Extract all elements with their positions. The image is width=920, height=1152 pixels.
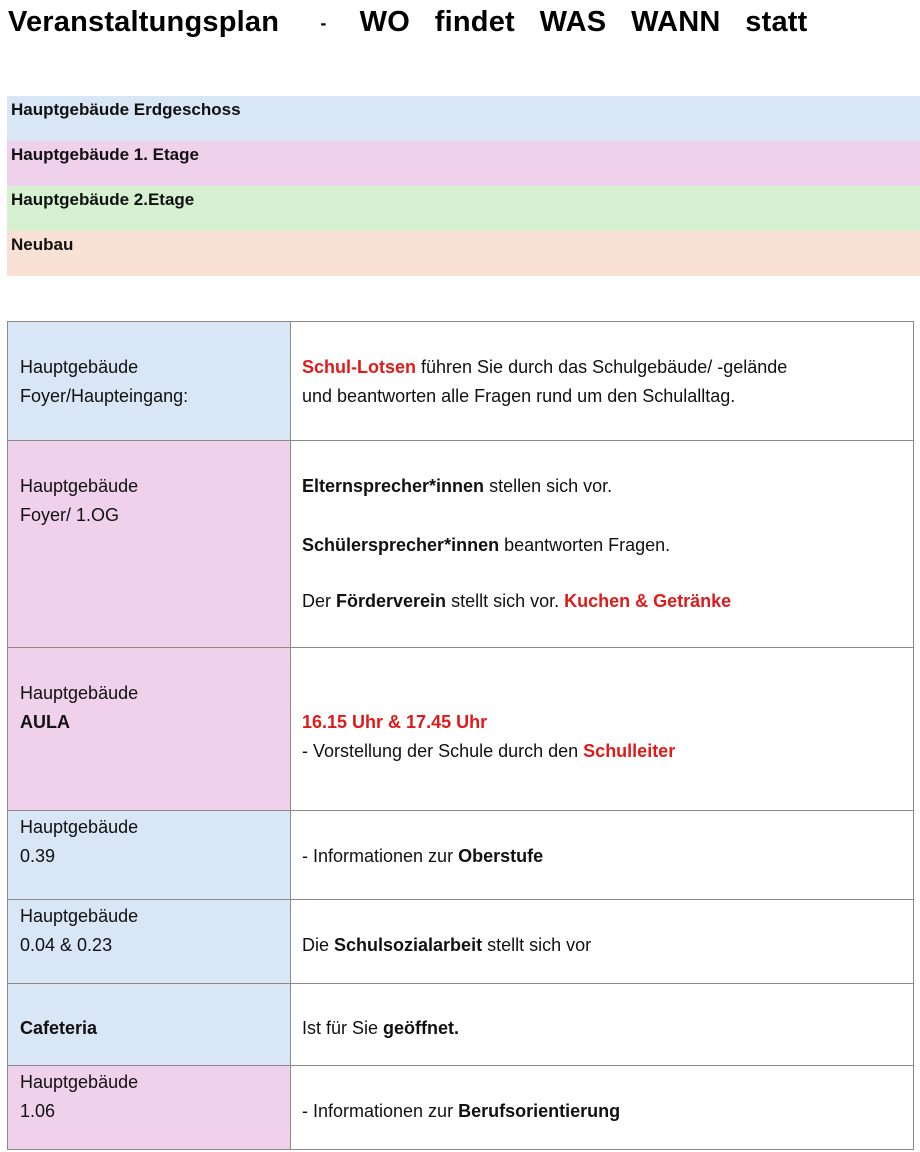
table-row bbox=[8, 322, 914, 441]
location-cell bbox=[8, 322, 291, 441]
event-schedule-table bbox=[7, 321, 914, 1150]
description-text: - Vorstellung der Schule durch den bbox=[302, 741, 584, 761]
bold-text: Schulsozialarbeit bbox=[334, 935, 483, 955]
description-text: Der bbox=[302, 591, 337, 611]
location-building: Hauptgebäude bbox=[20, 683, 139, 703]
description-cell bbox=[291, 900, 914, 984]
location-cell bbox=[8, 1066, 291, 1150]
location-room: Foyer/Haupteingang: bbox=[20, 386, 189, 406]
location-cell bbox=[8, 900, 291, 984]
page-title bbox=[8, 6, 808, 39]
table-row bbox=[8, 811, 914, 900]
location-room: Foyer/ 1.OG bbox=[20, 505, 120, 525]
description-line bbox=[302, 1014, 902, 1043]
description-line bbox=[302, 1097, 902, 1126]
description-cell bbox=[291, 441, 914, 648]
legend-new-building: Neubau bbox=[7, 231, 920, 276]
legend-first-floor: Hauptgebäude 1. Etage bbox=[7, 141, 920, 186]
description-text: Ist für Sie bbox=[302, 1018, 384, 1038]
description-text: - Informationen zur bbox=[302, 846, 459, 866]
legend-second-floor: Hauptgebäude 2.Etage bbox=[7, 186, 920, 231]
table-row bbox=[8, 900, 914, 984]
description-text: und beantworten alle Fragen rund um den Schulalltag. bbox=[302, 386, 736, 406]
location-room: Cafeteria bbox=[20, 1018, 98, 1038]
title-part2: WO findet WAS WANN statt bbox=[359, 6, 808, 38]
description-text: stellt sich vor. bbox=[446, 591, 565, 611]
location-building: Hauptgebäude bbox=[20, 906, 139, 926]
location-cell bbox=[8, 648, 291, 811]
description-cell bbox=[291, 1066, 914, 1150]
description-line bbox=[302, 737, 902, 766]
description-line bbox=[302, 587, 902, 616]
bold-text: Förderverein bbox=[336, 591, 447, 611]
location-cell bbox=[8, 441, 291, 648]
bold-text: Oberstufe bbox=[458, 846, 544, 866]
description-cell bbox=[291, 811, 914, 900]
table-row bbox=[8, 441, 914, 648]
bold-text: Schülersprecher*innen bbox=[302, 535, 500, 555]
location-building: Hauptgebäude bbox=[20, 817, 139, 837]
description-line bbox=[302, 842, 902, 871]
description-cell bbox=[291, 984, 914, 1066]
description-line bbox=[302, 931, 902, 960]
table-row bbox=[8, 648, 914, 811]
description-text: beantworten Fragen. bbox=[499, 535, 671, 555]
location-cell bbox=[8, 811, 291, 900]
legend-ground-floor: Hauptgebäude Erdgeschoss bbox=[7, 96, 920, 141]
highlight-text: Kuchen & Getränke bbox=[564, 591, 732, 611]
description-cell bbox=[291, 322, 914, 441]
description-line bbox=[302, 353, 902, 382]
description-cell bbox=[291, 648, 914, 811]
description-text: führen Sie durch das Schulgebäude/ -gelände bbox=[416, 357, 788, 377]
location-room: 0.39 bbox=[20, 846, 56, 866]
title-dash: - bbox=[320, 12, 327, 33]
bold-text: Berufsorientierung bbox=[458, 1101, 621, 1121]
bold-text: geöffnet. bbox=[383, 1018, 460, 1038]
description-line bbox=[302, 472, 902, 501]
description-text: stellt sich vor bbox=[482, 935, 592, 955]
bold-text: Elternsprecher*innen bbox=[302, 476, 485, 496]
description-line bbox=[302, 531, 902, 560]
highlight-text: Schul-Lotsen bbox=[302, 357, 417, 377]
highlight-text: Schulleiter bbox=[583, 741, 676, 761]
location-room: 1.06 bbox=[20, 1101, 56, 1121]
title-part1: Veranstaltungsplan bbox=[8, 6, 280, 38]
color-legend bbox=[7, 96, 920, 276]
location-cell bbox=[8, 984, 291, 1066]
location-building: Hauptgebäude bbox=[20, 357, 139, 377]
description-text: Die bbox=[302, 935, 335, 955]
table-row bbox=[8, 1066, 914, 1150]
description-text: stellen sich vor. bbox=[484, 476, 613, 496]
event-time: 16.15 Uhr & 17.45 Uhr bbox=[302, 712, 488, 732]
location-building: Hauptgebäude bbox=[20, 476, 139, 496]
location-room: AULA bbox=[20, 712, 70, 732]
description-text: - Informationen zur bbox=[302, 1101, 459, 1121]
location-building: Hauptgebäude bbox=[20, 1072, 139, 1092]
table-row bbox=[8, 984, 914, 1066]
location-room: 0.04 & 0.23 bbox=[20, 935, 113, 955]
